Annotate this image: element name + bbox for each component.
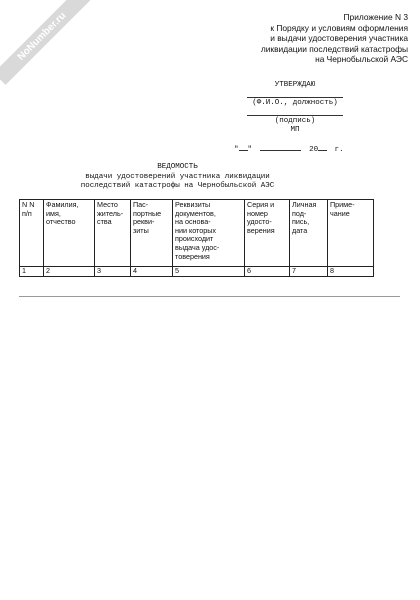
date-line: [234, 143, 344, 154]
appendix-line: и выдачи удостоверения участника: [270, 33, 408, 43]
column-header: Место житель- ства: [95, 200, 131, 267]
watermark: NoNumber.ru: [0, 0, 90, 85]
title-line: ВЕДОМОСТЬ: [157, 163, 198, 171]
document-title: [60, 163, 295, 192]
year-blank: [318, 143, 327, 151]
name-position-caption: (Ф.И.О., должность): [252, 99, 338, 107]
approval-heading: УТВЕРЖДАЮ: [274, 81, 316, 89]
month-blank: [260, 143, 301, 151]
register-table: [19, 199, 374, 277]
appendix-line: Приложение N 3: [343, 12, 408, 22]
column-number: 7: [290, 267, 328, 277]
appendix-line: к Порядку и условиям оформления: [270, 22, 408, 33]
column-header: Личная под- пись, дата: [290, 200, 328, 267]
column-header: Приме- чание: [328, 200, 374, 267]
appendix-header: [208, 12, 408, 65]
date-quote-close: ": [247, 146, 253, 154]
appendix-line: ликвидации последствий катастрофы: [260, 43, 408, 54]
year-suffix: г.: [334, 146, 344, 154]
date-quote-open: ": [234, 146, 239, 154]
seal-label: МП: [290, 126, 300, 134]
column-header: Реквизиты документов, на основа- нии которых происходит выдача удос- товерения: [173, 200, 245, 267]
year-prefix: 20: [309, 146, 319, 154]
column-number: 5: [173, 267, 245, 277]
table-header-row: [20, 200, 374, 267]
approval-block: [235, 80, 355, 136]
column-number: 6: [245, 267, 290, 277]
signature-caption: (подпись): [274, 117, 316, 125]
column-number: 4: [131, 267, 173, 277]
appendix-line: на Чернобыльской АЭС: [315, 54, 408, 64]
title-line: последствий катастрофы на Чернобыльской АЭС: [80, 182, 275, 190]
page-divider: [19, 296, 400, 297]
column-number: 3: [95, 267, 131, 277]
column-header: N N п/п: [20, 200, 44, 267]
table-number-row: [20, 267, 374, 277]
column-number: 8: [328, 267, 374, 277]
title-line: выдачи удостоверений участника ликвидации: [85, 172, 270, 181]
day-blank: [239, 143, 248, 151]
column-header: Пас- портные рекви- зиты: [131, 200, 173, 267]
column-number: 1: [20, 267, 44, 277]
column-header: Фамилия, имя, отчество: [44, 200, 95, 267]
column-number: 2: [44, 267, 95, 277]
column-header: Серия и номер удосто- верения: [245, 200, 290, 267]
